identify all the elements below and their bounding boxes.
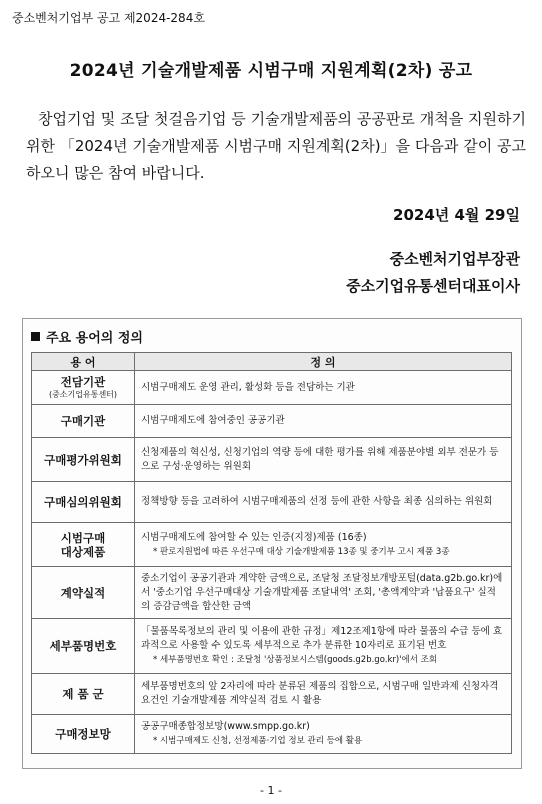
definition-text: 시범구매제도에 참여중인 공공기관 [141,415,285,426]
definitions-table [31,352,512,754]
definition-cell [135,674,512,715]
term-cell [32,715,135,754]
body-paragraph: 창업기업 및 조달 첫걸음기업 등 기술개발제품의 공공판로 개척을 지원하기 위한 「2024년 기술개발제품 시범구매 지원계획(2차)」을 다음과 같이 공고하오니 많은 참여 바랍니다. [26,110,526,182]
term-label: 세부품명번호 [49,639,117,653]
term-label: 구매정보망 [55,727,111,741]
square-bullet-icon [31,332,40,341]
definition-note: * 판로지원법에 따른 우선구매 대상 기술개발제품 13종 및 중기부 고시 제품 3종 [153,546,450,557]
term-cell [32,371,135,405]
column-header-term: 용 어 [32,353,135,371]
term-cell [32,674,135,715]
table-row [32,715,512,754]
table-row [32,371,512,405]
definition-text: 정책방향 등을 고려하여 시범구매제품의 선정 등에 관한 사항을 최종 심의하는 위원회 [141,496,493,507]
term-label: 구매기관 [60,414,106,428]
term-cell [32,405,135,438]
term-label: 계약실적 [60,585,106,600]
definition-cell [135,438,512,482]
issuer-agency: 중소기업유통센터대표이사 [346,277,520,295]
definition-cell [135,567,512,619]
page-number: - 1 - [260,784,282,797]
definitions-table-body [32,371,512,754]
table-row [32,567,512,619]
definition-note: * 세부품명번호 확인 : 조달청 '상품정보시스템(goods.g2b.go.kr)'에서 조회 [153,655,438,665]
term-sublabel: (중소기업유통센터) [48,390,118,399]
term-label: 구매심의위원회 [44,495,122,509]
term-label: 전담기관 [60,375,106,389]
definition-cell [135,715,512,754]
document-title: 2024년 기술개발제품 시범구매 지원계획(2차) 공고 [69,61,473,81]
term-cell [32,482,135,523]
term-cell [32,523,135,567]
table-row [32,405,512,438]
term-cell [32,619,135,674]
table-row [32,482,512,523]
table-row [32,674,512,715]
table-row [32,438,512,482]
table-header-row [32,353,512,371]
notice-date: 2024년 4월 29일 [393,206,520,224]
definition-cell [135,371,512,405]
definition-text: 「물품목록정보의 관리 및 이용에 관한 규정」제12조제1항에 따라 물품의 수급 등에 효과적으로 사용할 수 있도록 세부적으로 추가 분류한 10자리로 표기된 번호 [141,626,502,651]
term-label: 구매평가위원회 [44,452,122,467]
definition-text: 중소기업이 공공기관과 계약한 금액으로, 조달청 조달정보개방포털(data.g2b.go.kr)에서 '중소기업 우선구매대상 기술개발제품 조달내역' 조회, '총액계약'과 '납품요구' 실적의 증감금액을 합산한 금액 [141,572,503,612]
definition-cell [135,482,512,523]
notice-number: 중소벤처기업부 공고 제2024-284호 [12,11,205,25]
definition-text: 시범구매제도 운영 관리, 활성화 등을 전담하는 기관 [141,381,355,393]
definition-cell [135,619,512,674]
issuer-ministry: 중소벤처기업부장관 [389,250,520,268]
definitions-box [22,318,522,769]
term-label: 제 품 군 [62,687,104,701]
definitions-heading [31,327,143,346]
table-row [32,619,512,674]
term-cell [32,438,135,482]
definition-text: 신청제품의 혁신성, 신청기업의 역량 등에 대한 평가를 위해 제품분야별 외부 전문가 등으로 구성·운영하는 위원회 [141,446,499,472]
definition-cell [135,405,512,438]
definition-note: * 시범구매제도 신청, 선정제품·기업 정보 관리 등에 활용 [153,736,363,746]
table-row [32,523,512,567]
definition-text: 공공구매종합정보망(www.smpp.go.kr) [141,721,310,732]
term-cell [32,567,135,619]
definition-text: 시범구매제도에 참여할 수 있는 인증(지정)제품 (16종) [141,531,367,543]
definitions-heading-text: 주요 용어의 정의 [46,331,143,346]
definition-cell [135,523,512,567]
column-header-definition: 정 의 [135,353,512,371]
term-label: 시범구매 대상제품 [60,530,106,559]
definition-text: 세부품명번호의 앞 2자리에 따라 분류된 제품의 집합으로, 시범구매 일반과제 신청자격 요건인 기술개발제품 계약실적 검토 시 활용 [141,681,499,706]
